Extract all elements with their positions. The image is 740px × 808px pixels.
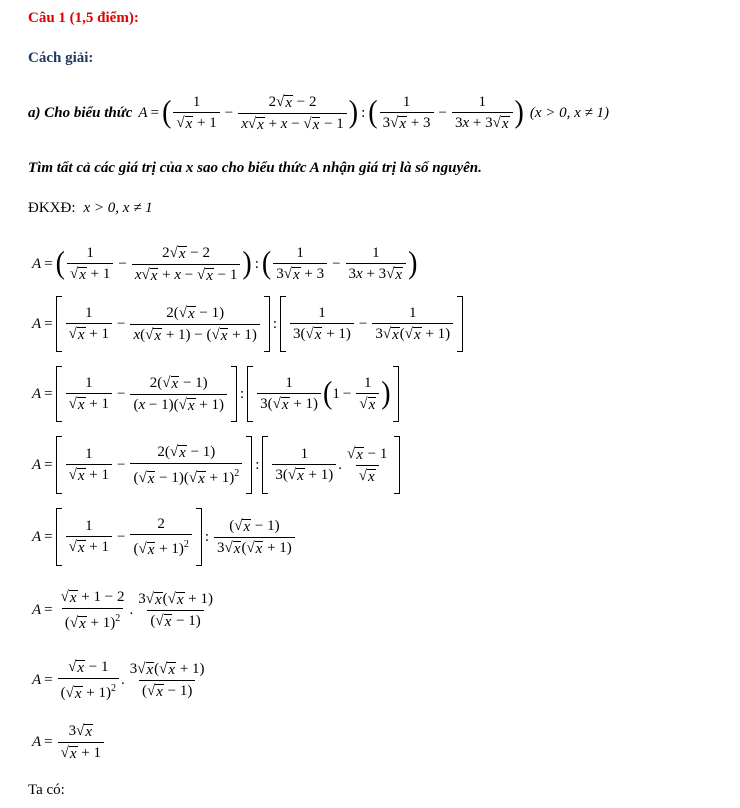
- step-6: A = √ x + 1 − 2 ( √ x + 1)$^2$ . 3 √ x ( √ x + 1) ( √ x − 1): [32, 588, 213, 632]
- step-8-result: A = 3 √ x √ x + 1: [32, 718, 106, 766]
- dkxd-label: ĐKXĐ:: [28, 199, 76, 216]
- expression-definition: a) Cho biểu thức A = ( 1 √ x + 1 − 2 √ x − 2 x √ x + x − √ x − 1 ) : ( 1 3 √ x + 3 − 1 3x + 3 √ x ) (x > 0, x ≠ 1): [28, 93, 610, 133]
- step-2: A = 1 √ x + 1 − 2( √ x − 1) x( √ x + 1) − ( √ x + 1) : 1 3( √ x + 1) − 1 3 √ x ( √ x + 1): [32, 296, 463, 352]
- step-1: A = ( 1 √ x + 1 − 2 √ x − 2 x √ x + x − √ x − 1 ) : ( 1 3 √ x + 3 − 1 3x + 3 √ x ): [32, 244, 418, 284]
- domain-condition: (x > 0, x ≠ 1): [529, 104, 610, 121]
- footer-text: Ta có:: [28, 782, 65, 798]
- step-5: A = 1 √ x + 1 − 2 ( √ x + 1)$^2$ : ( √ x − 1) 3 √ x ( √ x + 1): [32, 508, 297, 566]
- dkxd-line: [28, 198, 153, 218]
- step-7: A = √ x − 1 ( √ x + 1)$^2$ . 3 √ x ( √ x + 1) ( √ x − 1): [32, 658, 205, 702]
- solution-label: Cách giải:: [28, 50, 94, 66]
- part-a-intro: a) Cho biểu thức: [28, 104, 133, 121]
- dkxd-value: x > 0, x ≠ 1: [83, 199, 153, 216]
- step-3: A = 1 √ x + 1 − 2( √ x − 1) (x − 1)( √ x + 1) : 1 3( √ x + 1) ( 1 − 1 √ x ): [32, 366, 399, 422]
- question-heading: Câu 1 (1,5 điểm):: [28, 10, 139, 26]
- step-4: A = 1 √ x + 1 − 2( √ x − 1) ( √ x − 1)( √ x + 1)$^2$ : 1 3( √ x + 1) . √ x − 1 √ x: [32, 436, 400, 494]
- part-a-question: Tìm tất cả các giá trị của x sao cho biểu thức A nhận giá trị là số nguyên.: [28, 160, 482, 176]
